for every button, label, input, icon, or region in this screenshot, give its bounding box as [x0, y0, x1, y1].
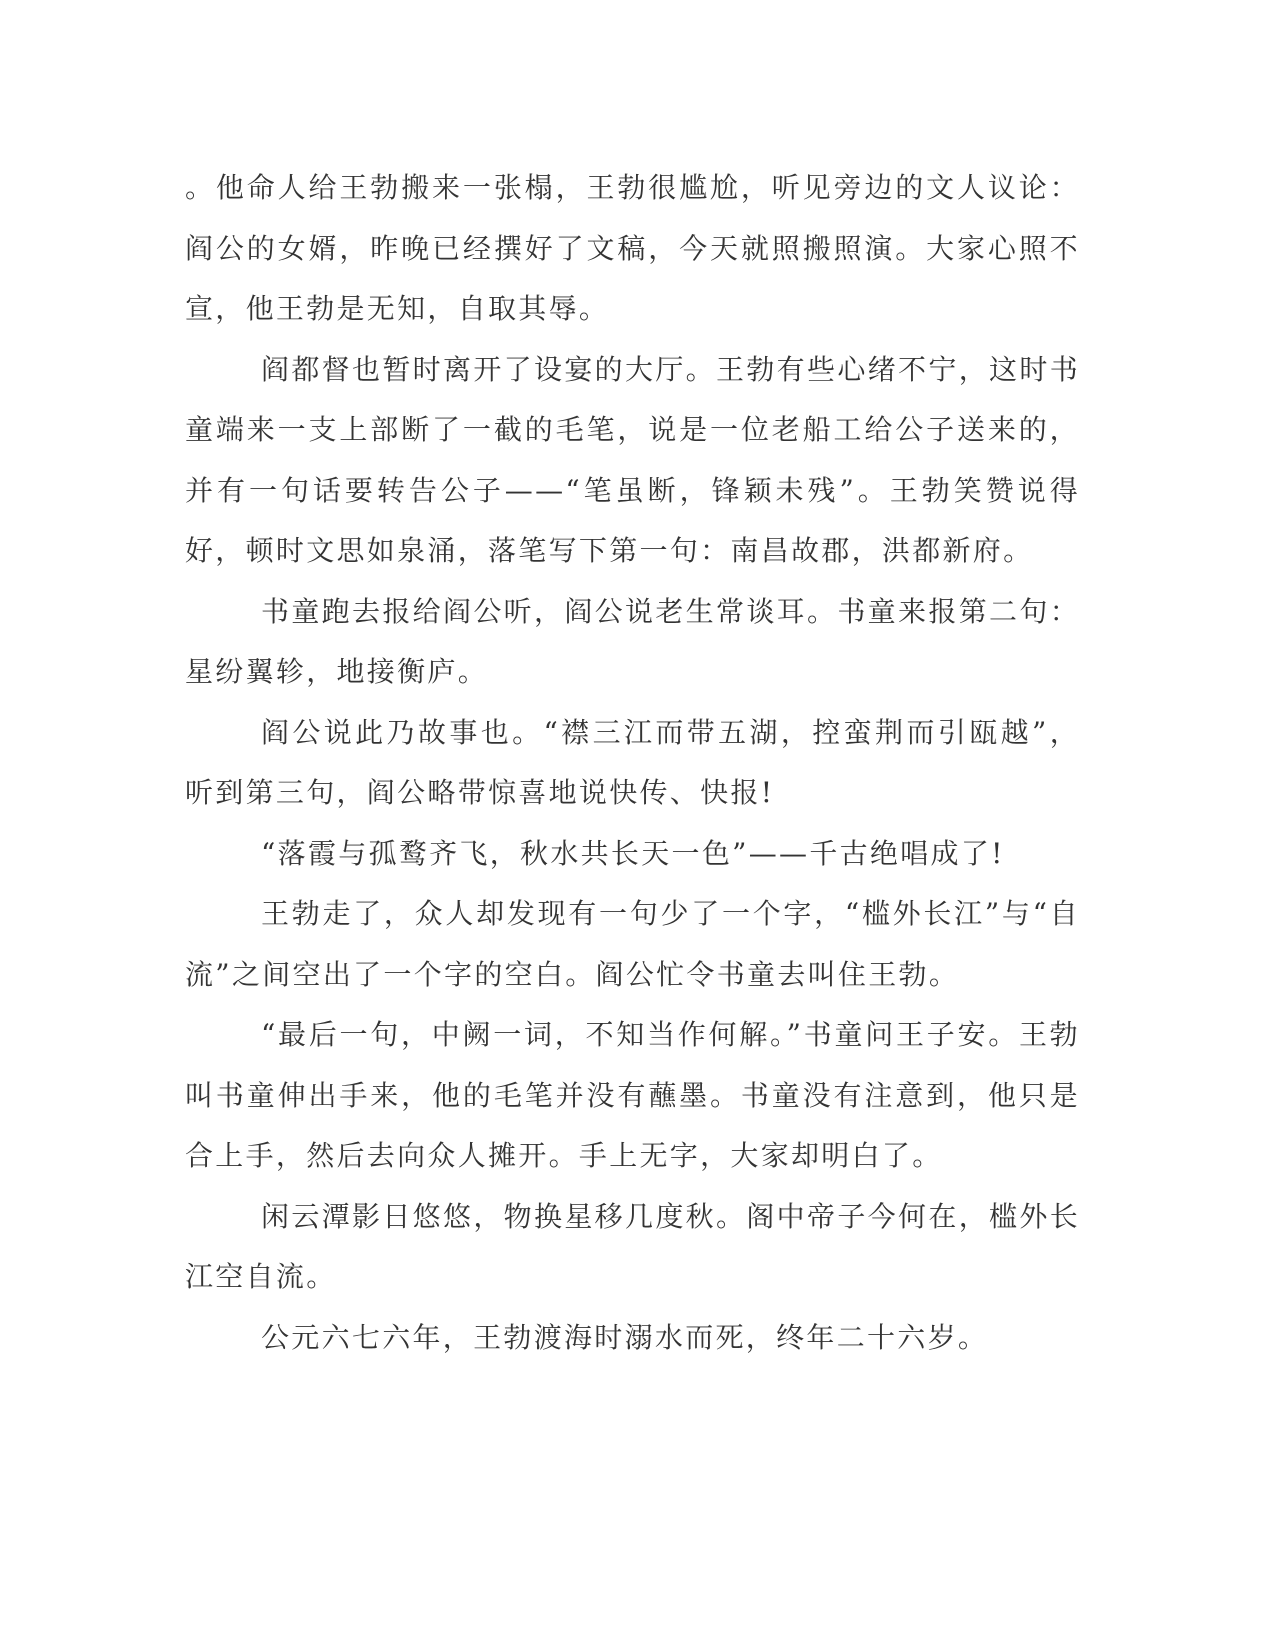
paragraph: 王勃走了，众人却发现有一句少了一个字，“槛外长江”与“自流”之间空出了一个字的空白。阎公忙令书童去叫住王勃。	[185, 897, 1080, 991]
paragraph: “最后一句，中阙一词，不知当作何解。”书童问王子安。王勃叫书童伸出手来，他的毛笔并没有蘸墨。书童没有注意到，他只是合上手，然后去向众人摊开。手上无字，大家却明白了。	[185, 1018, 1080, 1172]
paragraph: “落霞与孤鹜齐飞，秋水共长天一色”——千古绝唱成了!	[261, 836, 1005, 870]
paragraph: 公元六七六年，王勃渡海时溺水而死，终年二十六岁。	[261, 1320, 989, 1354]
paragraph: 书童跑去报给阎公听，阎公说老生常谈耳。书童来报第二句：星纷翼轸，地接衡庐。	[185, 594, 1080, 688]
paragraph: 。他命人给王勃搬来一张榻，王勃很尴尬，听见旁边的文人议论：阎公的女婿，昨晚已经撰好了文稿，今天就照搬照演。大家心照不宣，他王勃是无知，自取其辱。	[185, 171, 1080, 325]
paragraph: 阎公说此乃故事也。“襟三江而带五湖，控蛮荆而引瓯越”，听到第三句，阎公略带惊喜地说快传、快报!	[185, 715, 1080, 809]
document-body	[185, 158, 1080, 1368]
paragraph: 闲云潭影日悠悠，物换星移几度秋。阁中帝子今何在，槛外长江空自流。	[185, 1199, 1080, 1293]
paragraph: 阎都督也暂时离开了设宴的大厅。王勃有些心绪不宁，这时书童端来一支上部断了一截的毛笔，说是一位老船工给公子送来的，并有一句话要转告公子——“笔虽断，锋颖未残”。王勃笑赞说得好，顿时文思如泉涌，落笔写下第一句：南昌故郡，洪都新府。	[185, 352, 1080, 567]
